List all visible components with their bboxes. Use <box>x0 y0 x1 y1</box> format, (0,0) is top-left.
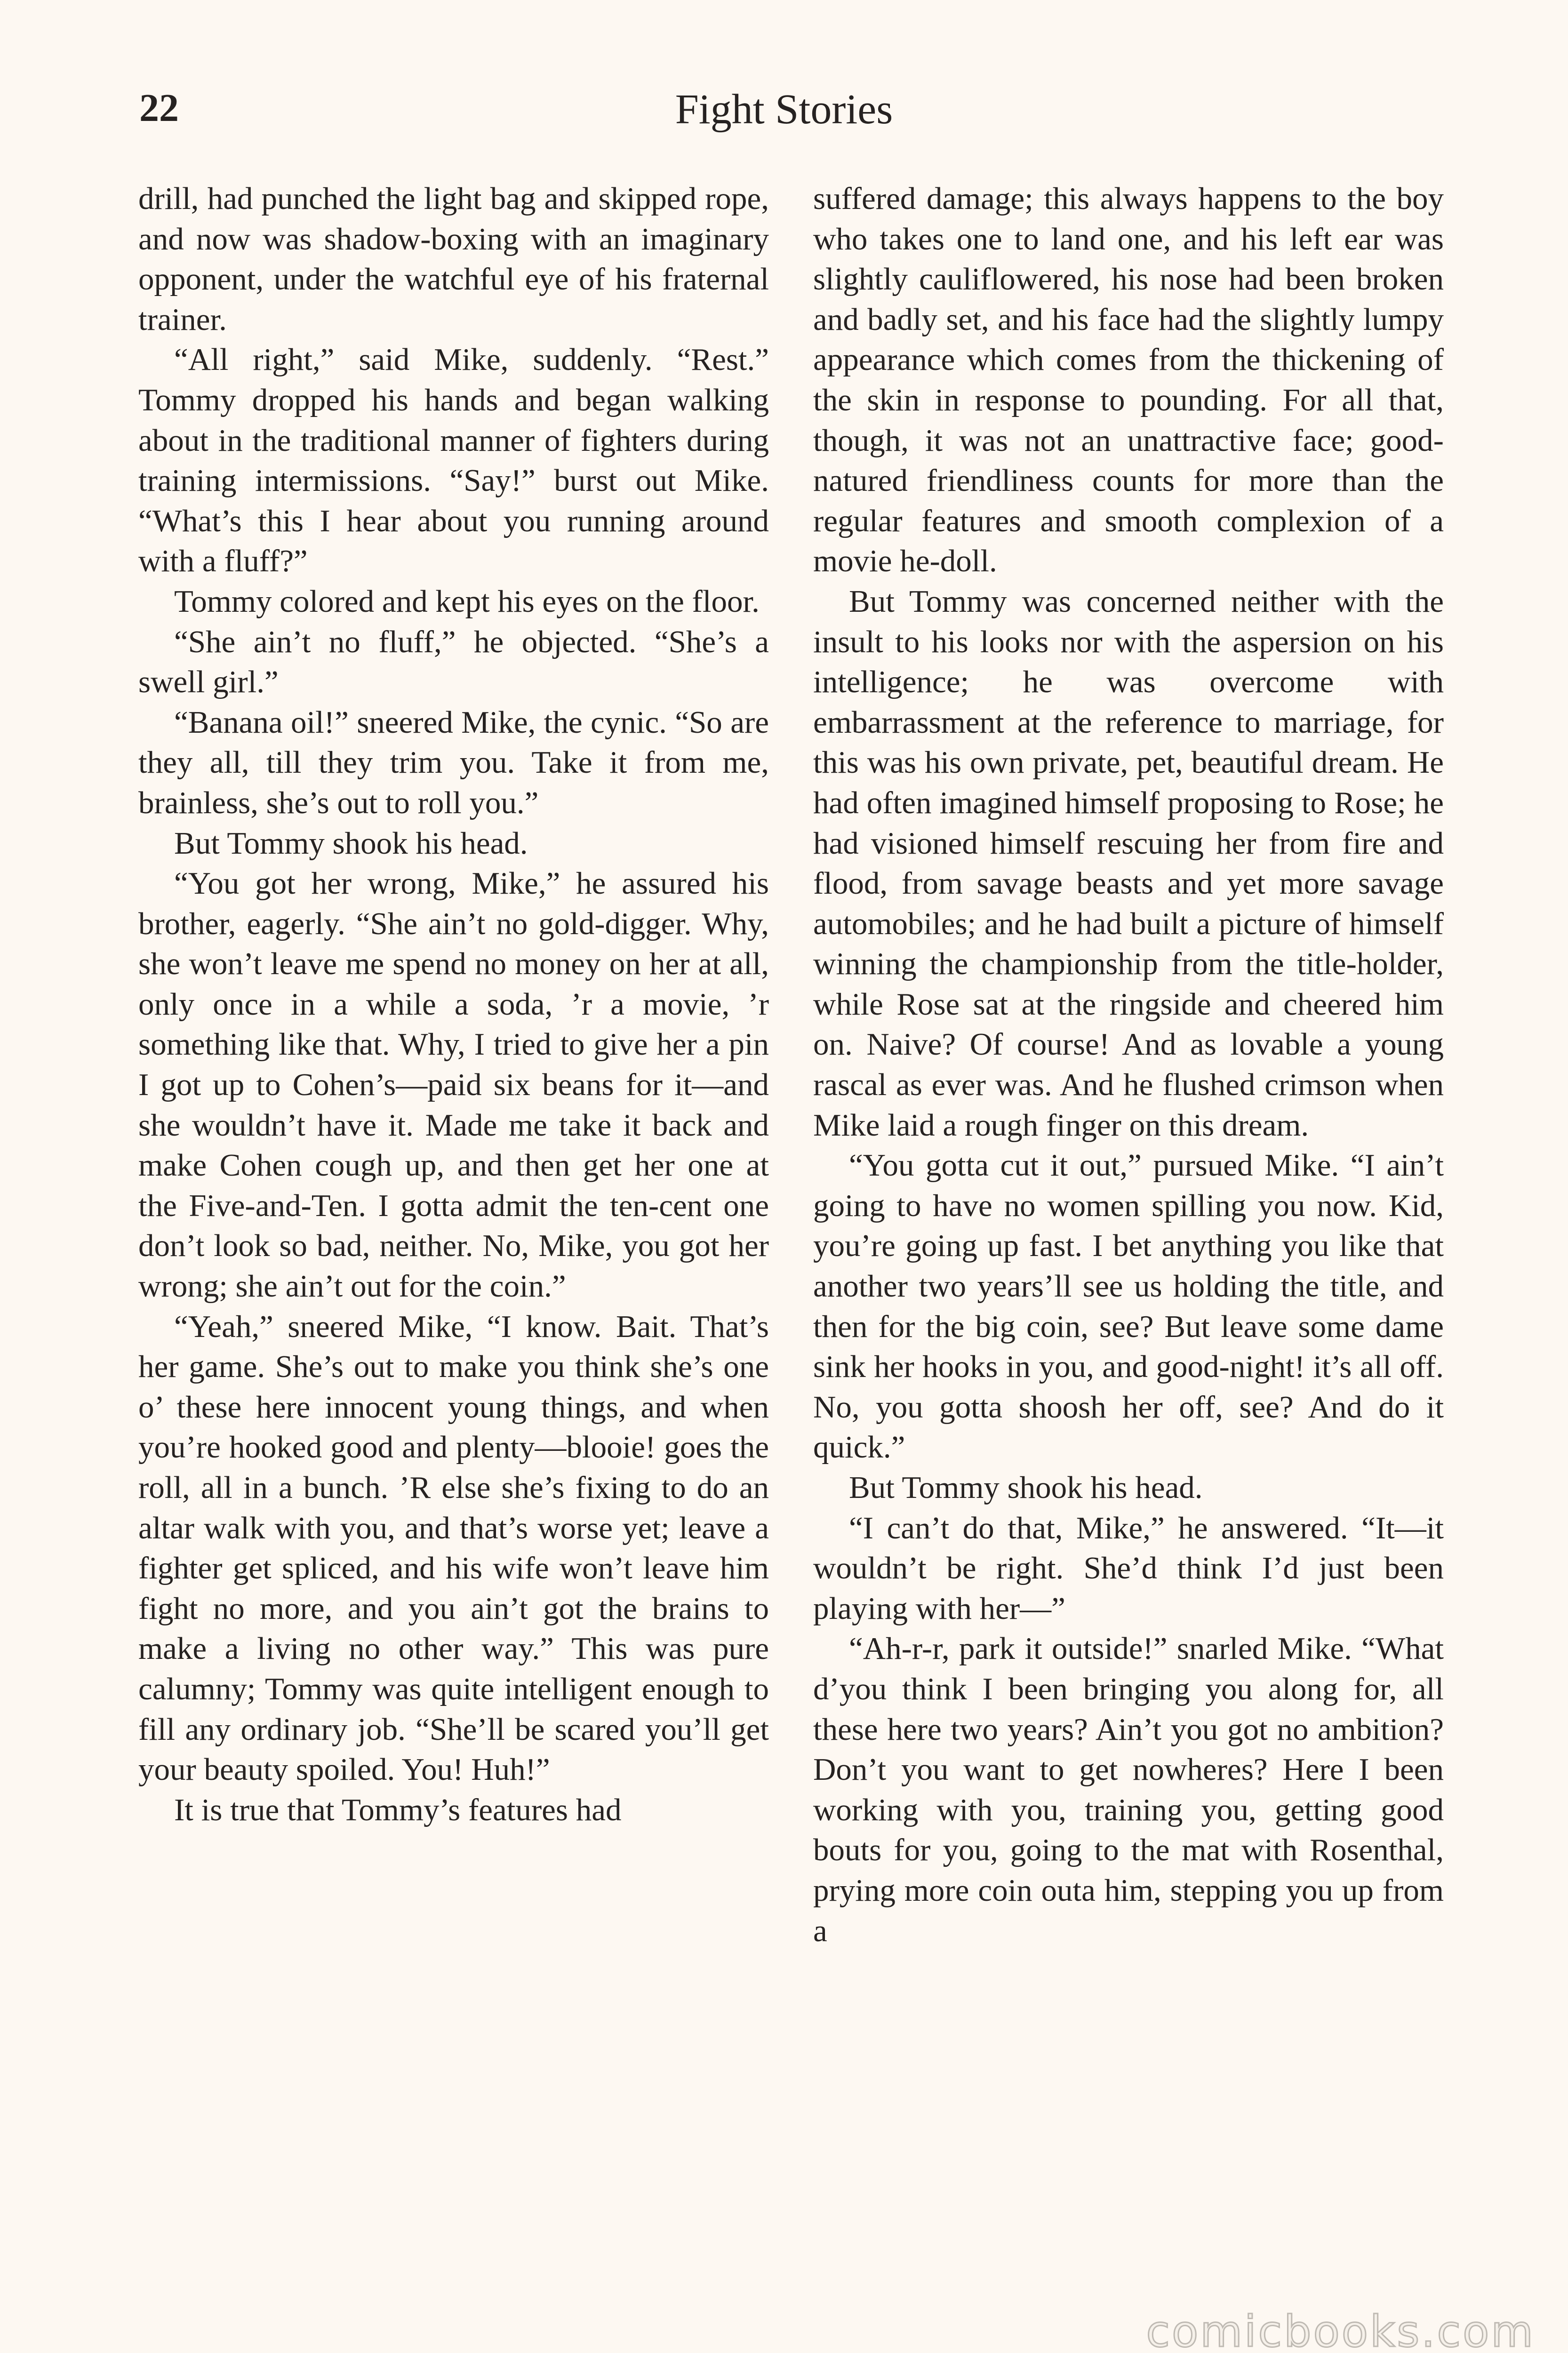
paragraph: It is true that Tommy’s features had <box>174 1792 622 1827</box>
paragraph: Tommy colored and kept his eyes on the floor. <box>174 584 760 619</box>
left-text-column <box>138 179 769 1830</box>
paragraph: But Tommy shook his head. <box>174 825 528 861</box>
paragraph: But Tommy shook his head. <box>849 1470 1203 1505</box>
paragraph: drill, had punched the light bag and skipped rope, and now was shadow-boxing with an imaginary opponent, under the watchful eye of his fraternal trainer. <box>138 181 769 337</box>
paragraph: “All right,” said Mike, suddenly. “Rest.” Tommy dropped his hands and began walking about in the traditional manner of fighters during training intermissions. “Say!” burst out Mike. “What’s this I hear about you running around with a fluff?” <box>138 342 769 579</box>
paragraph: “She ain’t no fluff,” he objected. “She’s a swell girl.” <box>138 624 769 700</box>
paragraph: suffered damage; this always happens to the boy who takes one to land one, and his left ear was slightly cauliflowered, his nose had been broken and badly set, and his face had the slightly lumpy appearance which comes from the thickening of the skin in response to pounding. For all that, though, it was not an unattractive face; good-natured friendliness counts for more than the regular features and smooth complexion of a movie he-doll. <box>813 181 1444 579</box>
paragraph: “You gotta cut it out,” pursued Mike. “I ain’t going to have no women spilling you now. Kid, you’re going up fast. I bet anything you like that another two years’ll see us holding the title, and then for the big coin, see? But leave some dame sink her hooks in you, and good-night! it’s all off. No, you gotta shoosh her off, see? And do it quick.” <box>813 1148 1444 1465</box>
running-title: Fight Stories <box>675 86 893 133</box>
right-text-column <box>813 179 1444 1951</box>
paragraph: “Ah-r-r, park it outside!” snarled Mike. “What d’you think I been bringing you along for, all these here two years? Ain’t you got no ambition? Don’t you want to get nowheres? Here I been working with you, training you, getting good bouts for you, going to the mat with Rosenthal, prying more coin outa him, stepping you up from a <box>813 1631 1444 1948</box>
paragraph: “You got her wrong, Mike,” he assured his brother, eagerly. “She ain’t no gold-digger. Why, she won’t leave me spend no money on her at all, only once in a while a soda, ’r a movie, ’r something like that. Why, I tried to give her a pin I got up to Cohen’s—paid six beans for it—and she wouldn’t have it. Made me take it back and make Cohen cough up, and then get her one at the Five-and-Ten. I gotta admit the ten-cent one don’t look so bad, neither. No, Mike, you got her wrong; she ain’t out for the coin.” <box>138 866 769 1304</box>
paragraph: “Banana oil!” sneered Mike, the cynic. “So are they all, till they trim you. Take it from me, brainless, she’s out to roll you.” <box>138 704 769 820</box>
paragraph: “I can’t do that, Mike,” he answered. “It—it wouldn’t be right. She’d think I’d just been playing with her—” <box>813 1510 1444 1626</box>
paragraph: “Yeah,” sneered Mike, “I know. Bait. That’s her game. She’s out to make you think she’s one o’ these here innocent young things, and when you’re hooked good and plenty—blooie! goes the roll, all in a bunch. ’R else she’s fixing to do an altar walk with you, and that’s worse yet; leave a fighter get spliced, and his wife won’t leave him fight no more, and you ain’t got the brains to make a living no other way.” This was pure calumny; Tommy was quite intelligent enough to fill any ordinary job. “She’ll be scared you’ll get your beauty spoiled. You! Huh!” <box>138 1309 769 1787</box>
paragraph: But Tommy was concerned neither with the insult to his looks nor with the aspersion on his intelligence; he was overcome with embarrassment at the reference to marriage, for this was his own private, pet, beautiful dream. He had often imagined himself proposing to Rose; he had visioned himself rescuing her from fire and flood, from savage beasts and yet more savage automobiles; and he had built a picture of himself winning the championship from the title-holder, while Rose sat at the ringside and cheered him on. Naive? Of course! And as lovable a young rascal as ever was. And he flushed crimson when Mike laid a rough finger on this dream. <box>813 584 1444 1143</box>
page-number: 22 <box>139 86 179 130</box>
watermark: comicbooks.com <box>1146 2306 1535 2353</box>
